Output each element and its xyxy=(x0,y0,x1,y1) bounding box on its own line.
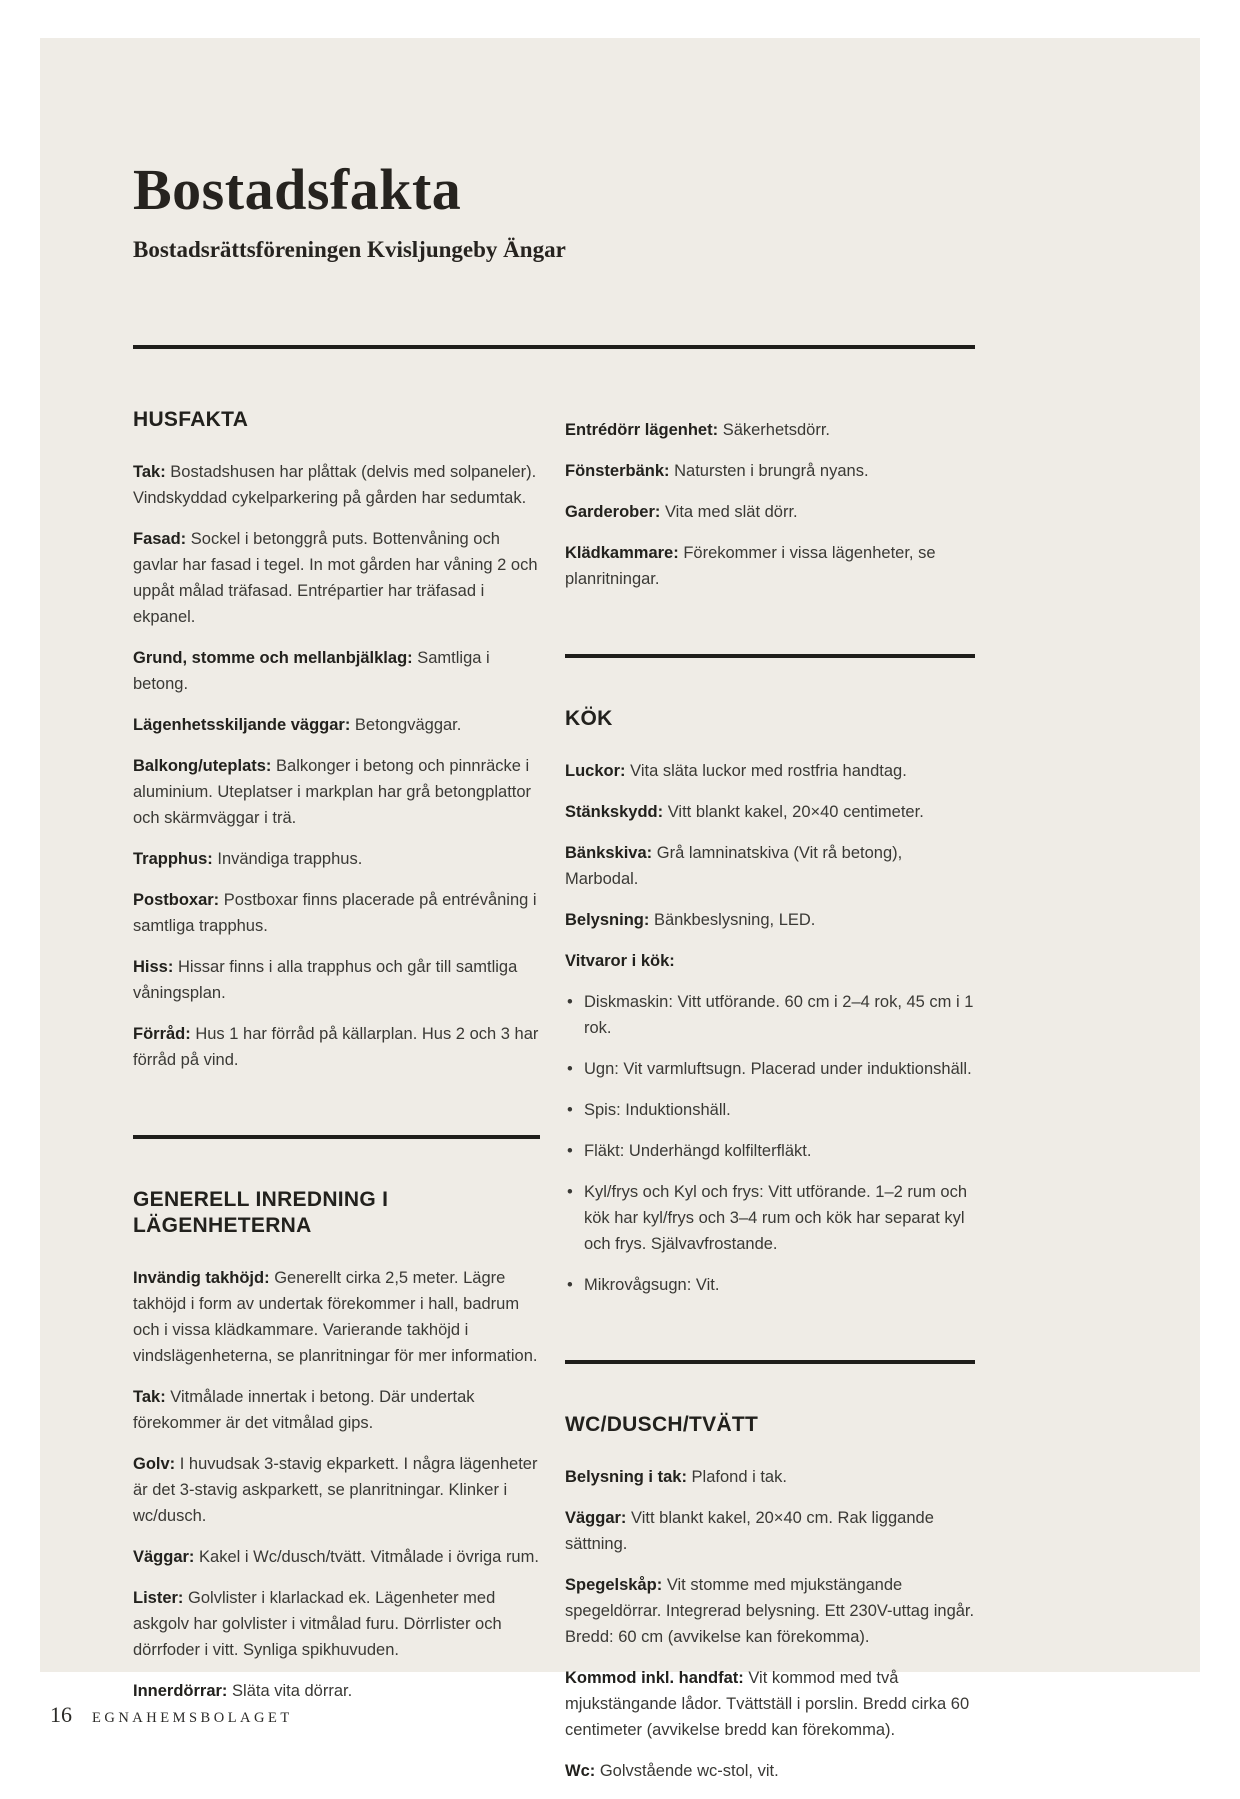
bullet-list xyxy=(565,989,975,1298)
fact-item xyxy=(133,1384,540,1436)
fact-label: Hiss: xyxy=(133,957,174,976)
fact-label: Luckor: xyxy=(565,761,626,780)
fact-item xyxy=(565,458,975,484)
section-divider xyxy=(565,1360,975,1364)
page-number: 16 xyxy=(50,1702,72,1727)
fact-text: Natursten i brungrå nyans. xyxy=(674,461,869,480)
fact-text: Invändiga trapphus. xyxy=(217,849,363,868)
fact-label: Kommod inkl. handfat: xyxy=(565,1668,744,1687)
fact-text: Generellt cirka 2,5 meter. Lägre takhöjd i form av undertak förekommer i hall, badrum och i vissa klädkammare. Varierande takhöjd i vindslägenheterna, se planritningar för mer information. xyxy=(133,1268,538,1365)
left-column xyxy=(133,349,540,1719)
fact-label: Väggar: xyxy=(565,1508,627,1527)
fact-label: Lägenhetsskiljande väggar: xyxy=(133,715,351,734)
bullet-item: • Kyl/frys och Kyl och frys: Vitt utförande. 1–2 rum och kök har kyl/frys och 3–4 rum och kök har separat kyl och frys. Självavfrostande. xyxy=(584,1179,975,1257)
fact-item xyxy=(565,799,975,825)
page-title: Bostadsfakta xyxy=(133,157,462,222)
fact-label: Förråd: xyxy=(133,1024,191,1043)
fact-text: Plafond i tak. xyxy=(691,1467,787,1486)
fact-item xyxy=(133,753,540,831)
fact-item xyxy=(133,1585,540,1663)
section xyxy=(565,1360,975,1784)
fact-item xyxy=(133,1678,540,1704)
fact-item xyxy=(133,887,540,939)
page-content xyxy=(133,38,975,1799)
fact-item xyxy=(133,1544,540,1570)
fact-label: Klädkammare: xyxy=(565,543,679,562)
section-heading: HUSFAKTA xyxy=(133,407,249,431)
fact-label: Garderober: xyxy=(565,502,661,521)
fact-label: Grund, stomme och mellanbjälklag: xyxy=(133,648,413,667)
section xyxy=(133,1135,540,1704)
fact-text: Vita med slät dörr. xyxy=(664,502,798,521)
section xyxy=(565,654,975,1298)
fact-item xyxy=(133,846,540,872)
fact-label: Vitvaror i kök: xyxy=(565,951,675,970)
brand-name: EGNAHEMSBOLAGET xyxy=(92,1710,293,1726)
fact-item xyxy=(565,417,975,443)
fact-text: I huvudsak 3-stavig ekparkett. I några lägenheter är det 3-stavig askparkett, se planritningar. Klinker i wc/dusch. xyxy=(133,1454,538,1525)
page-subtitle: Bostadsrättsföreningen Kvisljungeby Ängar xyxy=(133,236,566,262)
fact-text: Vitt blankt kakel, 20×40 cm. Rak liggande sättning. xyxy=(565,1508,934,1553)
fact-text: Balkonger i betong och pinnräcke i aluminium. Uteplatser i markplan har grå betongplattor och skärmväggar i trä. xyxy=(133,756,532,827)
fact-label: Väggar: xyxy=(133,1547,195,1566)
fact-label: Fasad: xyxy=(133,529,187,548)
bullet-item: • Fläkt: Underhängd kolfilterfläkt. xyxy=(584,1138,975,1164)
fact-item xyxy=(133,459,540,511)
fact-item xyxy=(565,758,975,784)
fact-item xyxy=(133,1265,540,1369)
fact-label: Trapphus: xyxy=(133,849,213,868)
fact-text: Vit stomme med mjukstängande spegeldörrar. Integrerad belysning. Ett 230V-uttag ingår. Bredd: 60 cm (avvikelse kan förekomma). xyxy=(565,1575,975,1646)
section-heading: KÖK xyxy=(565,706,613,730)
fact-text: Golvstående wc-stol, vit. xyxy=(599,1761,779,1780)
fact-text: Hissar finns i alla trapphus och går till samtliga våningsplan. xyxy=(133,957,518,1002)
fact-text: Golvlister i klarlackad ek. Lägenheter med askgolv har golvlister i vitmålad furu. Dörrlister och dörrfoder i vitt. Synliga spikhuvuden. xyxy=(133,1588,502,1659)
fact-text: Förekommer i vissa lägenheter, se planritningar. xyxy=(565,543,936,588)
fact-item xyxy=(133,1451,540,1529)
fact-text: Bänkbeslysning, LED. xyxy=(653,910,816,929)
section xyxy=(565,417,975,592)
fact-item xyxy=(133,712,540,738)
fact-text: Vitmålade innertak i betong. Där undertak förekommer är det vitmålad gips. xyxy=(133,1387,475,1432)
fact-label: Lister: xyxy=(133,1588,184,1607)
bullet-item: • Diskmaskin: Vitt utförande. 60 cm i 2–4 rok, 45 cm i 1 rok. xyxy=(584,989,975,1041)
fact-text: Vita släta luckor med rostfria handtag. xyxy=(630,761,907,780)
fact-label: Entrédörr lägenhet: xyxy=(565,420,719,439)
fact-label: Postboxar: xyxy=(133,890,220,909)
fact-item xyxy=(133,1021,540,1073)
section-divider xyxy=(133,1135,540,1139)
fact-item xyxy=(565,840,975,892)
section xyxy=(133,407,540,1073)
fact-item xyxy=(133,954,540,1006)
fact-item xyxy=(565,948,975,974)
fact-label: Balkong/uteplats: xyxy=(133,756,272,775)
fact-item xyxy=(565,1505,975,1557)
bullet-item: • Ugn: Vit varmluftsugn. Placerad under induktionshäll. xyxy=(584,1056,975,1082)
bullet-item: • Mikrovågsugn: Vit. xyxy=(584,1272,975,1298)
fact-text: Säkerhetsdörr. xyxy=(722,420,831,439)
fact-item xyxy=(565,1665,975,1743)
fact-label: Tak: xyxy=(133,1387,166,1406)
fact-item xyxy=(565,499,975,525)
bullet-item: • Spis: Induktionshäll. xyxy=(584,1097,975,1123)
fact-label: Spegelskåp: xyxy=(565,1575,663,1594)
fact-text: Grå lamninatskiva (Vit rå betong), Marbodal. xyxy=(565,843,903,888)
fact-label: Belysning i tak: xyxy=(565,1467,687,1486)
fact-label: Bänkskiva: xyxy=(565,843,653,862)
fact-item xyxy=(133,526,540,630)
fact-item xyxy=(565,1572,975,1650)
fact-label: Invändig takhöjd: xyxy=(133,1268,270,1287)
section-divider xyxy=(565,654,975,658)
two-column-layout xyxy=(133,349,975,1799)
fact-label: Innerdörrar: xyxy=(133,1681,228,1700)
fact-label: Belysning: xyxy=(565,910,650,929)
fact-item xyxy=(565,907,975,933)
fact-text: Postboxar finns placerade på entrévåning i samtliga trapphus. xyxy=(133,890,537,935)
fact-text: Vitt blankt kakel, 20×40 centimeter. xyxy=(667,802,924,821)
fact-text: Bostadshusen har plåttak (delvis med solpaneler). Vindskyddad cykelparkering på gården har sedumtak. xyxy=(133,462,537,507)
fact-label: Golv: xyxy=(133,1454,176,1473)
fact-text: Släta vita dörrar. xyxy=(232,1681,353,1700)
section-heading: WC/DUSCH/TVÄTT xyxy=(565,1412,759,1436)
section-heading: GENERELL INREDNING I LÄGENHETERNA xyxy=(133,1187,389,1237)
fact-label: Tak: xyxy=(133,462,166,481)
fact-text: Kakel i Wc/dusch/tvätt. Vitmålade i övriga rum. xyxy=(199,1547,539,1566)
fact-item xyxy=(565,1464,975,1490)
fact-text: Hus 1 har förråd på källarplan. Hus 2 och 3 har förråd på vind. xyxy=(133,1024,539,1069)
fact-item xyxy=(565,540,975,592)
fact-label: Fönsterbänk: xyxy=(565,461,670,480)
fact-item xyxy=(133,645,540,697)
right-column xyxy=(565,349,975,1799)
fact-label: Stänkskydd: xyxy=(565,802,664,821)
fact-label: Wc: xyxy=(565,1761,596,1780)
fact-item xyxy=(565,1758,975,1784)
fact-text: Sockel i betonggrå puts. Bottenvåning och gavlar har fasad i tegel. In mot gården har våning 2 och uppåt målad träfasad. Entrépartier har träfasad i ekpanel. xyxy=(133,529,538,626)
fact-text: Samtliga i betong. xyxy=(133,648,490,693)
fact-text: Betongväggar. xyxy=(354,715,462,734)
fact-text: Vit kommod med två mjukstängande lådor. Tvättställ i porslin. Bredd cirka 60 centimeter (avvikelse bredd kan förekomma). xyxy=(565,1668,970,1739)
